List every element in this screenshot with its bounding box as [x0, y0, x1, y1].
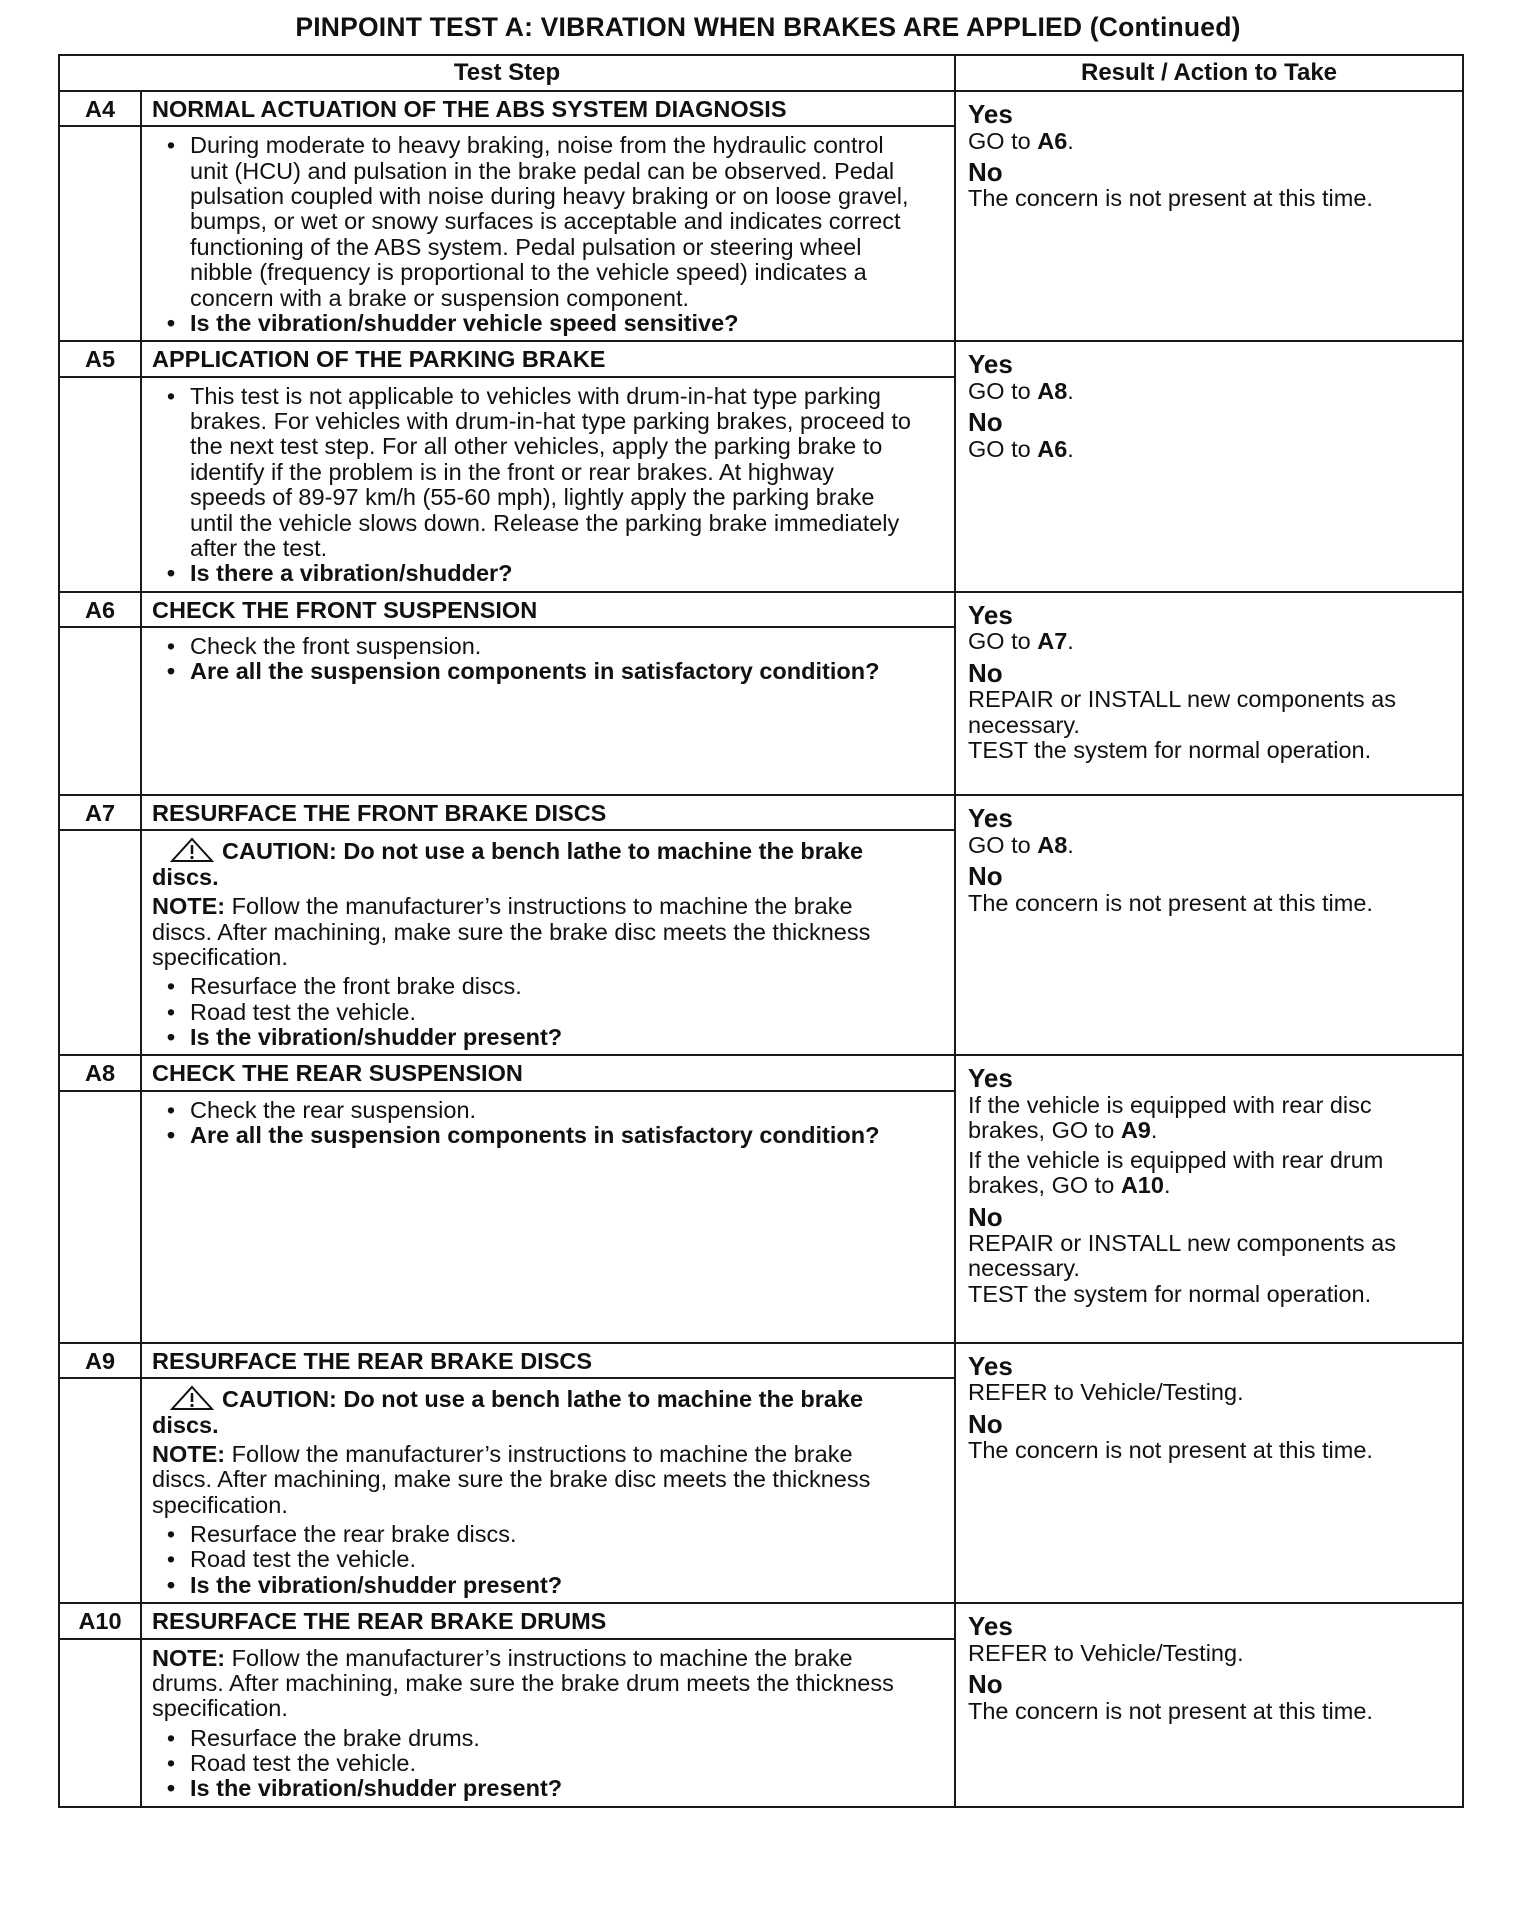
yes-action: GO to A8.: [968, 377, 1074, 404]
step-a4-title-row: [59, 91, 1463, 126]
no-label: No: [968, 861, 1003, 891]
step-title: APPLICATION OF THE PARKING BRAKE: [141, 341, 955, 376]
step-a4-result: [955, 91, 1463, 341]
note: NOTE: Follow the manufacturer’s instructions to machine the brake discs. After machining, make sure the brake disc meets the thickness specification.: [152, 1440, 871, 1518]
step-body: [141, 830, 955, 1055]
step-id: A5: [59, 341, 141, 376]
list-item: • Resurface the rear brake discs.: [166, 1521, 517, 1548]
list-item: • Is the vibration/shudder present?: [166, 1571, 563, 1598]
no-action: TEST the system for normal operation.: [968, 1280, 1372, 1307]
step-body: [141, 1639, 955, 1807]
yes-action: GO to A7.: [968, 628, 1074, 655]
no-label: No: [968, 1408, 1003, 1439]
step-title: CHECK THE REAR SUSPENSION: [141, 1055, 955, 1090]
list-item: • Check the rear suspension.: [166, 1096, 477, 1123]
warning-triangle-icon: [170, 837, 214, 863]
step-body: [141, 1091, 955, 1343]
step-id: A8: [59, 1055, 141, 1090]
yes-action: REFER to Vehicle/Testing.: [968, 1379, 1244, 1406]
step-id: A4: [59, 91, 141, 126]
step-id: A6: [59, 592, 141, 627]
list-item: • Road test the vehicle.: [166, 1750, 416, 1777]
list-item: • This test is not applicable to vehicles with drum-in-hat type parking brakes. For vehicles with drum-in-hat type parking brakes, proceed to the next test step. For all other vehicles, apply the parking brake to identify if the problem is in the front or rear brakes. At highway speeds of 89-97 km/h (55-60 mph), lightly apply the parking brake until the vehicle slows down. Release the parking brake immediately after the test.: [166, 382, 911, 561]
yes-action: GO to A6.: [968, 127, 1074, 154]
step-body: [141, 627, 955, 795]
yes-label: Yes: [968, 349, 1013, 380]
no-action: GO to A6.: [968, 435, 1074, 462]
no-action: TEST the system for normal operation.: [968, 736, 1372, 763]
list-item: • During moderate to heavy braking, noise from the hydraulic control unit (HCU) and pulsation in the brake pedal can be observed. Pedal pulsation coupled with noise during heavy braking or on loose gravel, bumps, or wet or snowy surfaces is acceptable and indicates correct functioning of the ABS system. Pedal pulsation or steering wheel nibble (frequency is proportional to the vehicle speed) indicates a concern with a brake or suspension component.: [166, 132, 909, 311]
no-label: No: [968, 1201, 1003, 1232]
no-label: No: [968, 1669, 1003, 1700]
no-label: No: [968, 156, 1003, 187]
no-action: The concern is not present at this time.: [968, 889, 1373, 916]
caution-notice: CAUTION: Do not use a bench lathe to machine the brake discs.: [152, 838, 864, 890]
list-item: • Road test the vehicle.: [166, 1546, 416, 1573]
pinpoint-test-table: [58, 54, 1464, 1808]
header-test-step: Test Step: [59, 55, 955, 91]
step-title: CHECK THE FRONT SUSPENSION: [141, 592, 955, 627]
step-ref: A10: [1120, 1172, 1164, 1199]
yes-label: Yes: [968, 803, 1013, 834]
no-action: REPAIR or INSTALL new components as necessary.: [968, 1230, 1396, 1282]
no-action: The concern is not present at this time.: [968, 1437, 1373, 1464]
note: NOTE: Follow the manufacturer’s instructions to machine the brake discs. After machining, make sure the brake disc meets the thickness specification.: [152, 893, 871, 970]
step-a8-result: [955, 1055, 1463, 1342]
list-item: • Is the vibration/shudder present?: [166, 1024, 563, 1051]
step-ref: A8: [1037, 831, 1068, 858]
step-a5-result: [955, 341, 1463, 591]
step-ref: A6: [1037, 435, 1068, 462]
step-body: [141, 1378, 955, 1603]
note: NOTE: Follow the manufacturer’s instructions to machine the brake drums. After machining, make sure the brake drum meets the thickness specification.: [152, 1644, 894, 1722]
no-action: REPAIR or INSTALL new components as necessary.: [968, 686, 1396, 738]
step-a8-title-row: [59, 1055, 1463, 1090]
warning-triangle-icon: [170, 1385, 214, 1411]
step-a7-result: [955, 795, 1463, 1055]
step-a10-result: [955, 1603, 1463, 1807]
list-item: • Resurface the brake drums.: [166, 1724, 480, 1751]
yes-label: Yes: [968, 1063, 1013, 1094]
yes-action: If the vehicle is equipped with rear drum brakes, GO to A10.: [968, 1146, 1384, 1199]
step-id: A9: [59, 1343, 141, 1378]
yes-label: Yes: [968, 599, 1013, 630]
list-item: • Are all the suspension components in satisfactory condition?: [166, 1122, 880, 1149]
step-id: A10: [59, 1603, 141, 1638]
no-action: The concern is not present at this time.: [968, 185, 1373, 212]
header-result: Result / Action to Take: [955, 55, 1463, 91]
list-item: • Road test the vehicle.: [166, 998, 416, 1025]
list-item: • Is there a vibration/shudder?: [166, 560, 513, 587]
step-ref: A8: [1037, 377, 1068, 404]
step-body: [141, 377, 955, 592]
step-a9-result: [955, 1343, 1463, 1603]
step-ref: A9: [1120, 1117, 1151, 1144]
step-a10-title-row: [59, 1603, 1463, 1638]
list-item: • Check the front suspension.: [166, 633, 482, 660]
step-title: RESURFACE THE REAR BRAKE DISCS: [141, 1343, 955, 1378]
list-item: • Is the vibration/shudder present?: [166, 1775, 563, 1802]
caution-notice: CAUTION: Do not use a bench lathe to machine the brake discs.: [152, 1386, 864, 1438]
list-item: • Are all the suspension components in satisfactory condition?: [166, 658, 880, 685]
yes-action: If the vehicle is equipped with rear disc brakes, GO to A9.: [968, 1092, 1372, 1144]
step-body: [141, 126, 955, 341]
list-item: • Resurface the front brake discs.: [166, 973, 522, 1000]
step-ref: A7: [1037, 628, 1068, 655]
yes-label: Yes: [968, 1611, 1013, 1642]
step-a9-title-row: [59, 1343, 1463, 1378]
page-title: PINPOINT TEST A: VIBRATION WHEN BRAKES ARE APPLIED (Continued): [295, 12, 1241, 42]
list-item: • Is the vibration/shudder vehicle speed sensitive?: [166, 309, 739, 336]
no-label: No: [968, 407, 1003, 438]
step-id: A7: [59, 795, 141, 830]
step-title: RESURFACE THE FRONT BRAKE DISCS: [141, 795, 955, 830]
step-a6-result: [955, 592, 1463, 795]
yes-label: Yes: [968, 1350, 1013, 1381]
yes-label: Yes: [968, 98, 1013, 129]
step-ref: A6: [1037, 127, 1068, 154]
step-title: NORMAL ACTUATION OF THE ABS SYSTEM DIAGNOSIS: [141, 91, 955, 126]
table-header-row: [59, 55, 1463, 91]
no-action: The concern is not present at this time.: [968, 1697, 1373, 1724]
step-title: RESURFACE THE REAR BRAKE DRUMS: [141, 1603, 955, 1638]
yes-action: GO to A8.: [968, 831, 1074, 858]
step-a6-title-row: [59, 592, 1463, 627]
step-a5-title-row: [59, 341, 1463, 376]
step-a7-title-row: [59, 795, 1463, 830]
no-label: No: [968, 657, 1003, 688]
yes-action: REFER to Vehicle/Testing.: [968, 1639, 1244, 1666]
